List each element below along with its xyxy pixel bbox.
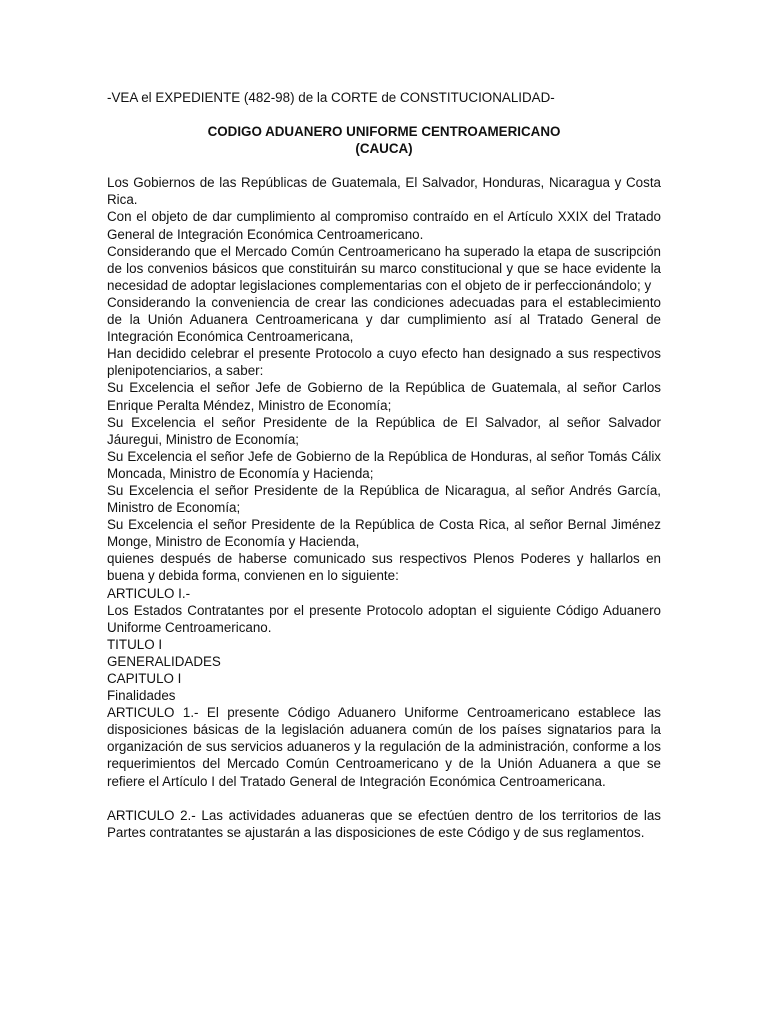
paragraph-honduras: Su Excelencia el señor Jefe de Gobierno de la República de Honduras, al señor Tomás Cálix Moncada, Ministro de Economía y Hacienda; — [107, 448, 661, 481]
heading-finalidades: Finalidades — [107, 688, 176, 704]
title-line-1: CODIGO ADUANERO UNIFORME CENTROAMERICANO — [207, 124, 561, 140]
paragraph-han-decidido: Han decidido celebrar el presente Protocolo a cuyo efecto han designado a sus respectivos plenipotenciarios, a saber: — [107, 346, 661, 379]
expediente-notice: -VEA el EXPEDIENTE (482-98) de la CORTE de CONSTITUCIONALIDAD- — [107, 90, 555, 105]
document-page — [107, 89, 661, 841]
paragraph-estados-contratantes: Los Estados Contratantes por el presente Protocolo adoptan el siguiente Código Aduanero Uniforme Centroamericano. — [107, 602, 661, 635]
paragraph-nicaragua: Su Excelencia el señor Presidente de la República de Nicaragua, al señor Andrés García, Ministro de Economía; — [107, 482, 661, 516]
paragraph-articulo-1: ARTICULO 1.- El presente Código Aduanero Uniforme Centroamericano establece las disposiciones básicas de la legislación aduanera común de los países signatarios para la organización de sus servicios aduaneros y la regulación de la administración, conforme a los requerimientos del Mercado Común Centroamericano y de la Unión Aduanera a que se refiere el Artículo I del Tratado General de Integración Económica Centroamericana. — [107, 705, 661, 789]
paragraph-quienes: quienes después de haberse comunicado sus respectivos Plenos Poderes y hallarlos en buena y debida forma, convienen en lo siguiente: — [107, 551, 661, 584]
heading-articulo-i: ARTICULO I.- — [107, 585, 191, 601]
document-title — [107, 123, 661, 157]
title-line-2: (CAUCA) — [355, 141, 413, 157]
paragraph-gobiernos: Los Gobiernos de las Repúblicas de Guatemala, El Salvador, Honduras, Nicaragua y Costa Rica. — [107, 175, 661, 208]
paragraph-considerando-2: Considerando la conveniencia de crear las condiciones adecuadas para el establecimiento de la Unión Aduanera Centroamericana y dar cumplimiento así al Tratado General de Integración Económica Centroamericana, — [107, 294, 661, 345]
paragraph-guatemala: Su Excelencia el señor Jefe de Gobierno de la República de Guatemala, al señor Carlos Enrique Peralta Méndez, Ministro de Economía; — [107, 380, 661, 413]
paragraph-costa-rica: Su Excelencia el señor Presidente de la República de Costa Rica, al señor Bernal Jiménez Monge, Ministro de Economía y Hacienda, — [107, 517, 661, 550]
paragraph-articulo-2: ARTICULO 2.- Las actividades aduaneras que se efectúen dentro de los territorios de las Partes contratantes se ajustarán a las disposiciones de este Código y de sus reglamentos. — [107, 807, 661, 840]
heading-titulo-i: TITULO I — [107, 636, 163, 652]
paragraph-objeto: Con el objeto de dar cumplimiento al compromiso contraído en el Artículo XXIX del Tratado General de Integración Económica Centroamericano. — [107, 209, 661, 242]
heading-capitulo-i: CAPITULO I — [107, 671, 182, 686]
heading-generalidades: GENERALIDADES — [107, 653, 221, 669]
paragraph-el-salvador: Su Excelencia el señor Presidente de la República de El Salvador, al señor Salvador Jáuregui, Ministro de Economía; — [107, 414, 661, 447]
paragraph-considerando-1: Considerando que el Mercado Común Centroamericano ha superado la etapa de suscripción de los convenios básicos que constituirán su marco constitucional y que se hace evidente la necesidad de adoptar legislaciones complementarias con el objeto de ir perfeccionándolo; y — [107, 243, 661, 293]
